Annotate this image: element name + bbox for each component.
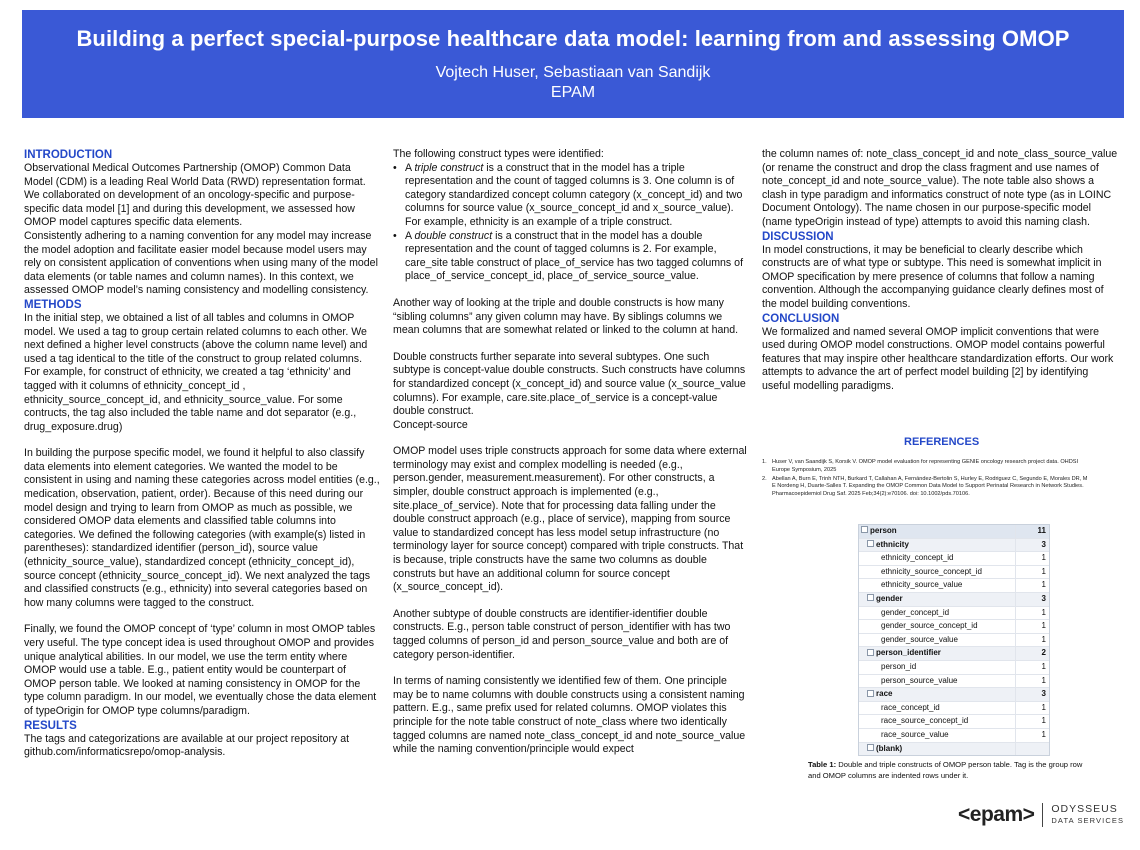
discussion-paragraph: In model constructions, it may be beneficial to clearly describe which constructs are of what type or subtype. This need is somewhat implicit in OMOP specification by mere presence of columns that follow a naming convention. Although the accompanying guidance clearly defines most of the model building conventions. [762,243,1104,310]
results-heading: RESULTS [24,719,77,732]
table-row-name [859,715,1015,728]
table-row-name [859,743,1015,756]
table-row-name [859,729,1015,742]
table-row-label: race [876,689,893,699]
table-row-name [859,647,1015,660]
table-row-count: 3 [1015,593,1049,606]
bullet-text: is a construct that in the model has a double representation and the count of tagged columns is 2. For example, care_site table construct of place_of_service has two tagged columns of place_of_service_concept_id, place_of_service_source_value. [405,229,744,283]
bullet-text: A [405,161,415,174]
table-row-name [859,566,1015,579]
concept-source-line: Concept-source [393,418,468,431]
table-row-label: race_concept_id [881,702,940,712]
table-row-count: 3 [1015,539,1049,552]
table-row-label: person [870,526,897,535]
table-row [859,579,1049,593]
bullet-emphasis: double construct [414,229,493,242]
references-list [762,459,1092,500]
table-row-name [859,620,1015,633]
logo-divider [1042,803,1043,827]
table-row-name [859,593,1015,606]
bullet-icon: • [393,161,397,174]
table-row-count: 1 [1015,675,1049,688]
column-left [24,148,380,760]
references-heading: REFERENCES [904,436,980,448]
title-banner [22,10,1124,118]
table-row-count [1015,743,1049,756]
table-row [859,729,1049,743]
table-row-label: gender [876,593,903,603]
table-row-name [859,661,1015,674]
table-row-count: 1 [1015,607,1049,620]
bullet-text: A [405,229,415,242]
poster-title: Building a perfect special-purpose healthcare data model: learning from and assessing OMOP [76,26,1070,51]
reference-text: Huser V, van Saandijk S, Korsik V. OMOP model evaluation for representing GENIE oncology research project data. OHDSI Europe Symposium, 2025 [772,459,1079,473]
table-row-count: 1 [1015,552,1049,565]
list-item [393,229,747,284]
table-row [859,525,1049,539]
reference-number: 2. [762,475,767,482]
table-row [859,634,1049,648]
spacer [393,662,747,675]
reference-text: Abellan A, Burn E, Trinh NTH, Burkard T, Callahan A, Fernández-Bertolin S, Hurley E, Rodriguez C, Segundo E, Morales DR, M E Nordeng H, Duarte-Salles T. Expanding the OMOP Common Data Model to Support Perinatal Research in Network Studies. Pharmacoepidemiol Drug Saf. 2025 Feb;34(2):e70106. doi: 10.1002/pds.70106. [772,475,1088,498]
reference-item [762,476,1092,499]
table-row [859,702,1049,716]
triple-approach-paragraph: OMOP model uses triple constructs approach for some data where external terminology may exist and complex modelling is needed (e.g., person.gender, measurement.measurement). For other constructs, a simpler, double construct approach is implemented (e.g., site.place_of_service). Note that for processing data falling under the double construct approach (e.g., place of service), mapping from source value to standardized concept has less model setup infrastructure (no terminology layer for source concept) compared with triple constructs. That is because, triple constructs have the same two columns as double construts but have an additional column for source concept (x_source_concept_id). [393,445,747,594]
bullet-text: is a construct that in the model has a triple representation and the count of tagged columns is 3. One column is of category standardized concept column category (x_concept_id) and two columns for source value (x_source_concept_id and x_source_value). For example, ethnicity is an example of a triple construct. [405,161,743,228]
table-row-count: 1 [1015,729,1049,742]
table-row-count: 2 [1015,647,1049,660]
conclusion-paragraph: We formalized and named several OMOP implicit conventions that were used during OMOP model constructions. OMOP model contains powerful features that may inspire other healthcare standardization efforts. Our work attempts to advance the art of perfect model building [2] by identifying useful modelling paradigms. [762,325,1114,392]
table-row-count: 1 [1015,620,1049,633]
table-row-label: ethnicity_source_value [881,580,963,590]
column-right [762,148,1118,394]
list-item [393,161,747,230]
table-row-label: person_identifier [876,648,941,658]
table-row-count: 1 [1015,566,1049,579]
construct-types-intro: The following construct types were identified: [393,148,604,160]
expand-toggle-icon[interactable] [867,594,874,601]
table-row [859,566,1049,580]
introduction-heading: INTRODUCTION [24,149,113,161]
table-row [859,743,1049,756]
table-row [859,552,1049,566]
table-row [859,539,1049,553]
poster-organization: EPAM [550,84,596,101]
table-row-label: gender_source_value [881,634,958,644]
table-row-name [859,675,1015,688]
construct-types-list [393,162,747,284]
table-row-name [859,607,1015,620]
table-row [859,647,1049,661]
construct-pivot-table [858,524,1050,756]
table-row [859,715,1049,729]
expand-toggle-icon[interactable] [867,744,874,751]
expand-toggle-icon[interactable] [861,526,868,533]
table-row [859,675,1049,689]
conclusion-heading: CONCLUSION [762,312,840,325]
table-row-label: race_source_concept_id [881,716,969,726]
table-row-count: 11 [1015,525,1049,538]
logos [958,803,1124,827]
odysseus-logo-line2: DATA SERVICES [1051,816,1125,825]
table-row-label: race_source_value [881,729,949,739]
table-row-label: ethnicity_source_concept_id [881,566,982,576]
table-row-name [859,539,1015,552]
table-row-label: person_source_value [881,675,958,685]
double-constructs-paragraph: Double constructs further separate into several subtypes. One such subtype is concept-value double constructs. Such constructs have columns for standardized concept (x_concept_id) and source value (x_source_value columns). For example, care.site.place_of_service is a concept-value double construct. [393,350,746,418]
introduction-paragraph-1: Observational Medical Outcomes Partnership (OMOP) Common Data Model (CDM) is a leading Real World Data (RWD) representation format. We collaborated on development of an oncology-specific and purpose-specific data model [1] and during this development, we assessed how OMOP model captures specific data elements. [24,162,366,229]
sibling-columns-paragraph: Another way of looking at the triple and double constructs is how many “sibling columns” any given column may have. By siblings columns we mean columns that are somewhat related or linked to the column at hand. [393,296,739,337]
column-middle [393,148,747,757]
bullet-emphasis: triple construct [414,161,484,174]
spacer [393,284,747,297]
table-row [859,593,1049,607]
spacer [393,595,747,608]
table-row-name [859,702,1015,715]
table-row-name [859,552,1015,565]
methods-paragraph-1: In the initial step, we obtained a list of all tables and columns in OMOP model. We used a tag to group certain related columns to each other. We next defined a higher level constructs (above the column name level) and used a tag identical to the title of the construct to group related columns. For example, for construct of ethnicity, we created a tag ‘ethnicity’ and tagged with it columns of ethnicity_concept_id , ethnicity_source_concept_id, and ethnicity_source_value. For some contructs, the tag also included the table name and dot separator (e.g., drug_exposure.drug) [24,311,368,433]
discussion-heading: DISCUSSION [762,230,834,243]
table-row [859,661,1049,675]
introduction-paragraph-2: Consistently adhering to a naming convention for any model may increase the model adoption and facilitate easier model because model users may rely on consistent application of conventions when using many of the model data elements (or table names and column names). In this context, we assessed OMOP model’s naming consistency and modelling consistency. [24,229,378,297]
expand-toggle-icon[interactable] [867,540,874,547]
odysseus-logo-line1: ODYSSEUS [1051,803,1118,815]
table-row-count: 1 [1015,661,1049,674]
table-row [859,620,1049,634]
reference-number: 1. [762,459,767,465]
table-row-label: (blank) [876,743,903,753]
table-row-name [859,688,1015,701]
table-row-label: gender_concept_id [881,607,950,617]
spacer [24,610,380,623]
methods-paragraph-2: In building the purpose specific model, we found it helpful to also classify data elements into element categories. We wanted the model to be consistent in using and naming these categories across model entities (e.g., medication, observation, patient, order). Because of this need during our model design and trying to learn from OMOP as much as possible, we considered OMOP data elements and classified table columns into categories. We defined the following categories (with example(s) listed in parentheses): standardized identifier (person_id), source value (ethnicity_source_value), standardized concept (ethnicity_concept_id), source concept (ethnicity_source_concept_id). We next analyzed the tags and classified constructs (e.g., ethnicity) into several categories based on how many columns were tagged to the construct. [24,447,380,609]
table-row-count: 1 [1015,715,1049,728]
identifier-subtype-paragraph: Another subtype of double constructs are identifier-identifier double constructs. E.g., person table construct of person_identifier with has two tagged columns of person_id and person_source_value and both are of category person-identifier. [393,607,731,661]
table-caption-text: Double and triple constructs of OMOP person table. Tag is the group row and OMOP columns are indented rows under it. [808,760,1083,780]
bullet-icon: • [393,229,397,242]
table-caption [808,760,1088,781]
table-row [859,688,1049,702]
spacer [393,338,747,351]
spacer [393,432,747,445]
methods-paragraph-3: Finally, we found the OMOP concept of ‘type’ column in most OMOP tables very useful. The type concept idea is used throughout OMOP and provides unique analytical abilities. In our model, we use the term entity where OMOP would use a table. E.g., patient entity would be counterpart of OMOP person table. We looked at naming consistency in OMOP for the type column paradigm. In our model, we eventually chose the data element of typeOrigin for OMOP type columns/paradigm. [24,623,377,717]
spacer [24,434,380,447]
naming-continuation-paragraph: the column names of: note_class_concept_id and note_class_source_value (or rename the construct and drop the class fragment and use names of note_concept_id and note_source_value). The note table also shows a clash in type paradigm and informatics construct of note type (as in LOINC Document Ontology). The name chosen in our purpose-specific model (name typeOrigin instead of type) attempts to avoid this naming clash. [762,148,1118,228]
table-row-count: 1 [1015,634,1049,647]
naming-consistency-paragraph: In terms of naming consistently we identified few of them. One principle may be to name columns with double constructs using a consistent naming pattern. E.g., same prefix used for related columns. OMOP violates this principle for the note table construct of note_class where two identically tagged columns are named note_class_concept_id and note_source_value while the naming convention/principle would expect [393,675,746,756]
table-row-count: 1 [1015,579,1049,592]
table-caption-label: Table 1: [808,760,837,769]
table-row-label: person_id [881,661,917,671]
reference-item [762,459,1092,475]
poster-authors: Vojtech Huser, Sebastiaan van Sandijk [435,64,711,81]
table-row-label: gender_source_concept_id [881,621,978,631]
odysseus-logo [1051,804,1124,826]
expand-toggle-icon[interactable] [867,690,874,697]
table-row-label: ethnicity_concept_id [881,553,954,563]
table-row-name [859,579,1015,592]
expand-toggle-icon[interactable] [867,649,874,656]
table-row-count: 1 [1015,702,1049,715]
table-row-label: ethnicity [876,539,909,549]
table-row-name [859,634,1015,647]
table-row-name [859,525,1015,538]
table-row-count: 3 [1015,688,1049,701]
results-paragraph: The tags and categorizations are available at our project repository at github.com/informaticsrepo/omop-analysis. [24,732,350,759]
methods-heading: METHODS [24,298,82,311]
table-row [859,607,1049,621]
epam-logo: <epam> [958,803,1035,826]
